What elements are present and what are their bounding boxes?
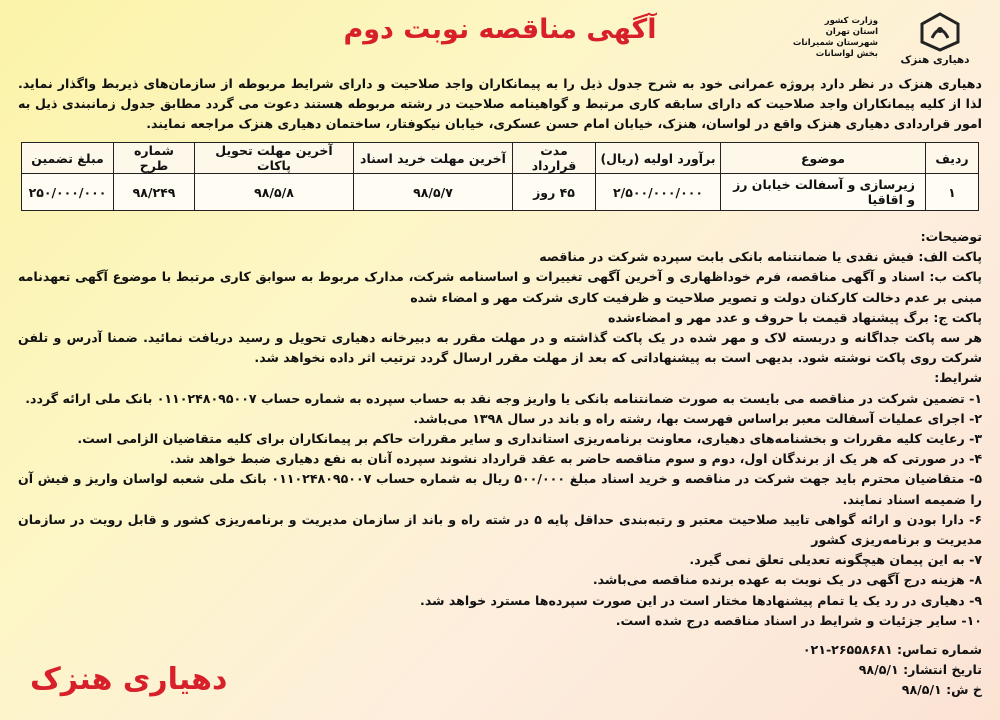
cell-doc-deadline: ۹۸/۵/۷ bbox=[354, 174, 513, 211]
note-line: پاکت الف: فیش نقدی یا ضمانتنامه بانکی بابت سپرده شرکت در مناقصه bbox=[539, 249, 982, 265]
condition-item: ۸- هزینه درج آگهی در یک نوبت به عهده برنده مناقصه می‌باشد. bbox=[592, 572, 982, 588]
tender-table bbox=[21, 142, 979, 211]
condition-item: ۵- متقاضیان محترم باید جهت شرکت در مناقصه و خرید اسناد مبلغ ۵۰۰/۰۰۰ ریال به شماره حساب ۰۱۱۰۲۴۸۰۹۵۰۰۷ بانک ملی شعبه لواسان واریز و فیش آن را ضمیمه اسناد نمایند. bbox=[18, 471, 982, 507]
condition-item: ۱۰- سایر جزئیات و شرایط در اسناد مناقصه درج شده است. bbox=[615, 612, 982, 628]
ministry-line: بخش لواسانات bbox=[815, 49, 878, 59]
header-estimate: برآورد اولیه (ریال) bbox=[596, 143, 721, 174]
condition-item: ۳- رعایت کلیه مقررات و بخشنامه‌های دهیاری، معاونت برنامه‌ریزی استانداری و سایر مقررات حاکم بر پیمانکاران برای کلیه متقاضیان الزامی است. bbox=[77, 431, 982, 447]
intro-paragraph: دهیاری هنزک در نظر دارد پروژه عمرانی خود به شرح جدول ذیل را به پیمانکاران واجد صلاحیت و دارای شرایط مربوطه از سازمان‌های ذیربط واگذار نماید. لذا از کلیه پیمانکاران واجد صلاحیت که دارای سابقه کاری مرتبط و گواهینامه صلاحیت در رشته مربوطه هستند دعوت می گردد مطابق جدول زمانبندی ذیل به امور قراردادی دهیاری هنزک واقع در لواسان، هنزک، خیابان امام حسن عسکری، خیابان نیکوفتار، ساختمان دهیاری هنزک مراجعه نمایند. bbox=[18, 76, 982, 131]
logo-text: دهیاری هنزک bbox=[900, 54, 970, 66]
header-plan-no: شماره طرح bbox=[114, 143, 195, 174]
cell-guarantee: ۲۵۰/۰۰۰/۰۰۰ bbox=[22, 174, 114, 211]
header-subject: موضوع bbox=[721, 143, 926, 174]
condition-item: ۷- به این پیمان هیچگونه تعدیلی تعلق نمی گیرد. bbox=[689, 552, 982, 568]
header bbox=[12, 6, 988, 72]
header-duration: مدت قرارداد bbox=[513, 143, 596, 174]
header-row-no: ردیف bbox=[926, 143, 979, 174]
ministry-line: استان تهران bbox=[825, 27, 878, 37]
ministry-line: شهرستان شمیرانات bbox=[792, 38, 878, 48]
condition-item: ۲- اجرای عملیات آسفالت معبر براساس فهرست بها، رشته راه و باند در سال ۱۳۹۸ می‌باشد. bbox=[413, 410, 982, 426]
note-line: پاکت ج: برگ پیشنهاد قیمت با حروف و عدد مهر و امضاء‌شده bbox=[608, 309, 982, 325]
header-guarantee: مبلغ تضمین bbox=[22, 143, 114, 174]
contact-block bbox=[803, 640, 982, 701]
cell-subject: زیرسازی و آسفالت خیابان رز و اقاقیا bbox=[721, 174, 926, 211]
condition-item: ۱- تضمین شرکت در مناقصه می بایست به صورت ضمانتنامه بانکی یا واریز وجه نقد به حساب سپرده به شماره حساب ۰۱۱۰۲۴۸۰۹۵۰۰۷ بانک ملی ارائه گردد. bbox=[25, 390, 982, 406]
cell-row-no: ۱ bbox=[926, 174, 979, 211]
note-line: هر سه پاکت جداگانه و دربسته لاک و مهر شده در یک پاکت گذاشته و در مهلت مقرر به دبیرخانه دهیاری تحویل و رسید دریافت نمائید. ضمنا آدرس و تلفن شرکت روی پاکت نوشته شود. بدیهی است به پیشنهاداتی که بعد از مهلت مقرر ارسال گردد ترتیب اثر داده نخواهد شد. bbox=[18, 330, 982, 366]
cell-envelope-deadline: ۹۸/۵/۸ bbox=[195, 174, 354, 211]
table-row bbox=[22, 174, 979, 211]
condition-item: ۶- دارا بودن و ارائه گواهی تایید صلاحیت معتبر و رتبه‌بندی حداقل پایه ۵ در شته راه و باند از سازمان مدیریت و برنامه‌ریزی کشور و قابل رویت در سازمان مدیریت و برنامه‌ریزی کشور bbox=[18, 511, 982, 548]
signature: دهیاری هنزک bbox=[30, 662, 228, 697]
notes-heading: توضیحات: bbox=[920, 229, 982, 244]
table-header-row bbox=[22, 143, 979, 174]
contact-phone: شماره تماس: ۲۶۵۵۸۶۸۱-۰۲۱ bbox=[802, 642, 982, 657]
notice-title: آگهی مناقصه نوبت دوم bbox=[343, 14, 657, 45]
cell-plan-no: ۹۸/۲۴۹ bbox=[114, 174, 195, 211]
publish-code: خ ش: ۹۸/۵/۱ bbox=[901, 682, 982, 698]
condition-item: ۹- دهیاری در رد یک یا تمام پیشنهادها مختار است در این صورت سپرده‌ها مسترد خواهد شد. bbox=[420, 592, 982, 608]
publish-date: تاریخ انتشار: ۹۸/۵/۱ bbox=[858, 662, 982, 678]
cell-duration: ۴۵ روز bbox=[513, 174, 596, 211]
header-envelope-deadline: آخرین مهلت تحویل پاکات bbox=[195, 143, 354, 174]
notes-section bbox=[18, 227, 982, 631]
ministry-line: وزارت کشور bbox=[824, 16, 878, 26]
condition-item: ۴- در صورتی که هر یک از برندگان اول، دوم و سوم مناقصه حاضر به عقد قرارداد نشوند سپرده آنان به نفع دهیاری ضبط خواهد شد. bbox=[169, 451, 982, 467]
cell-estimate: ۲/۵۰۰/۰۰۰/۰۰۰ bbox=[596, 174, 721, 211]
note-line: پاکت ب: اسناد و آگهی مناقصه، فرم خوداظهاری و آخرین آگهی تغییرات و اساسنامه شرکت، مدارک مربوط به سوابق کاری مرتبط با موضوع آگهی تعهدنامه مبنی بر عدم دخالت کارکنان دولت و تصویر صلاحیت و ظرفیت کاری شرکت مهر و امضاء شده bbox=[18, 269, 982, 305]
conditions-heading: شرایط: bbox=[934, 370, 982, 386]
header-doc-deadline: آخرین مهلت خرید اسناد bbox=[354, 143, 513, 174]
